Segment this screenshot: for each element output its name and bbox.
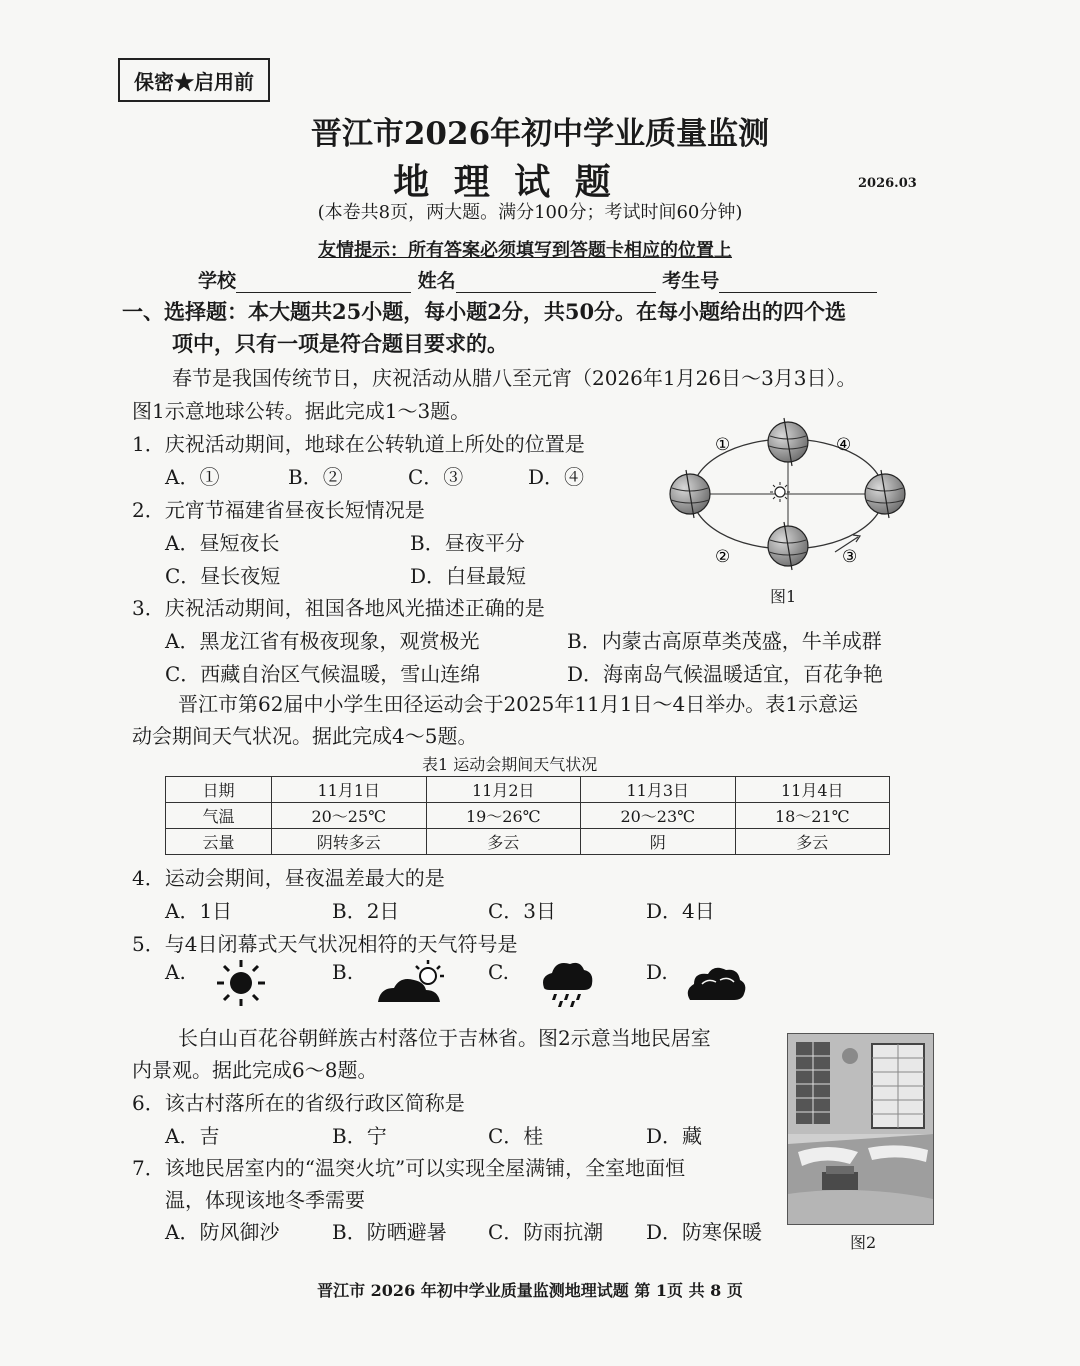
position-3-label: ③ (842, 547, 858, 567)
table-cell: 多云 (735, 829, 890, 855)
school-blank (236, 272, 411, 293)
figure2-room-photo (787, 1033, 934, 1225)
student-id-label: 考生号 (662, 270, 720, 292)
q3-option-d: D．海南岛气候温暖适宜，百花争艳 (567, 662, 884, 686)
name-blank (456, 272, 656, 293)
table-cell: 日期 (166, 777, 272, 803)
earth-bottom-icon (768, 522, 808, 570)
table-cell: 11月2日 (426, 777, 581, 803)
q2-option-a: A．昼短夜长 (165, 531, 280, 555)
position-2-label: ② (715, 547, 731, 567)
earth-left-icon (670, 470, 710, 518)
table-cell: 阴 (581, 829, 736, 855)
student-fields (198, 266, 877, 293)
figure1-earth-revolution-diagram (660, 412, 920, 607)
passage1-line2: 图1示意地球公转。据此完成1～3题。 (132, 399, 471, 423)
table-cell: 11月1日 (272, 777, 427, 803)
q5-option-d: D. (646, 960, 668, 984)
earth-top-icon (768, 418, 808, 466)
q7-option-d: D．防寒保暖 (646, 1220, 763, 1244)
q4-stem: 4．运动会期间，昼夜温差最大的是 (132, 866, 445, 890)
sun-icon (770, 482, 790, 502)
q1-option-a: A．① (165, 465, 220, 489)
q3-option-a: A．黑龙江省有极夜现象，观赏极光 (165, 629, 480, 653)
table-row (166, 829, 890, 855)
figure2-caption: 图2 (850, 1233, 877, 1252)
q4-option-d: D．4日 (646, 899, 715, 923)
q7-stem-line1: 7．该地民居室内的“温突火坑”可以实现全屋满铺，全室地面恒 (132, 1156, 686, 1180)
q7-option-c: C．防雨抗潮 (488, 1220, 604, 1244)
q4-option-b: B．2日 (332, 899, 400, 923)
table1-caption: 表1 运动会期间天气状况 (422, 755, 598, 774)
q3-option-c: C．西藏自治区气候温暖，雪山连绵 (165, 662, 481, 686)
q1-option-c: C．③ (408, 465, 464, 489)
table-row (166, 777, 890, 803)
sunny-icon (212, 958, 270, 1008)
q6-option-b: B．宁 (332, 1124, 387, 1148)
section-heading-line1: 一、选择题：本大题共25小题，每小题2分，共50分。在每小题给出的四个选 (122, 299, 847, 324)
exam-date: 2026.03 (858, 176, 917, 191)
table-cell: 18～21℃ (735, 803, 890, 829)
q3-option-b: B．内蒙古高原草类茂盛，牛羊成群 (567, 629, 882, 653)
q6-stem: 6．该古村落所在的省级行政区简称是 (132, 1091, 465, 1115)
exam-info: (本卷共8页，两大题。满分100分；考试时间60分钟) (317, 202, 743, 223)
q2-option-b: B．昼夜平分 (410, 531, 525, 555)
q4-option-a: A．1日 (165, 899, 233, 923)
exam-subtitle: 地 理 试 题 (393, 161, 617, 203)
table-cell: 多云 (426, 829, 581, 855)
student-id-blank (719, 272, 877, 293)
table-cell: 阴转多云 (272, 829, 427, 855)
name-label: 姓名 (417, 270, 456, 292)
q6-option-a: A．吉 (165, 1124, 220, 1148)
table-cell: 20～23℃ (581, 803, 736, 829)
partly-cloudy-icon (374, 958, 450, 1006)
passage2-line2: 动会期间天气状况。据此完成4～5题。 (132, 724, 478, 748)
q3-stem: 3．庆祝活动期间，祖国各地风光描述正确的是 (132, 596, 545, 620)
page-footer: 晋江市 2026 年初中学业质量监测地理试题 第 1页 共 8 页 (317, 1281, 743, 1300)
table-cell: 云量 (166, 829, 272, 855)
confidential-stamp: 保密★启用前 (118, 58, 270, 102)
table-cell: 11月3日 (581, 777, 736, 803)
table-cell: 19～26℃ (426, 803, 581, 829)
q2-option-d: D．白昼最短 (410, 564, 527, 588)
position-4-label: ④ (836, 435, 852, 455)
passage2-line1: 晋江市第62届中小学生田径运动会于2025年11月1日～4日举办。表1示意运 (178, 692, 858, 716)
passage1-line1: 春节是我国传统节日，庆祝活动从腊八至元宵（2026年1月26日～3月3日）。 (172, 366, 857, 390)
passage3-line1: 长白山百花谷朝鲜族古村落位于吉林省。图2示意当地民居室 (178, 1026, 711, 1050)
position-1-label: ① (715, 435, 731, 455)
q7-stem-line2: 温，体现该地冬季需要 (165, 1188, 365, 1212)
q7-option-a: A．防风御沙 (165, 1220, 280, 1244)
q6-option-d: D．藏 (646, 1124, 703, 1148)
q2-option-c: C．昼长夜短 (165, 564, 281, 588)
q5-option-c: C. (488, 960, 509, 984)
cloudy-icon (684, 962, 748, 1004)
q2-stem: 2．元宵节福建省昼夜长短情况是 (132, 498, 425, 522)
table-cell: 气温 (166, 803, 272, 829)
q5-option-a: A. (165, 960, 186, 984)
table-cell: 20～25℃ (272, 803, 427, 829)
q1-option-b: B．② (288, 465, 343, 489)
q5-option-b: B. (332, 960, 354, 984)
school-label: 学校 (198, 270, 237, 292)
q4-option-c: C．3日 (488, 899, 557, 923)
q1-stem: 1．庆祝活动期间，地球在公转轨道上所处的位置是 (132, 432, 585, 456)
table-cell: 11月4日 (735, 777, 890, 803)
q6-option-c: C．桂 (488, 1124, 544, 1148)
rain-icon (538, 958, 596, 1008)
exam-title: 晋江市2026年初中学业质量监测 (310, 116, 770, 152)
table-row (166, 803, 890, 829)
weather-table (165, 776, 890, 855)
q1-option-d: D．④ (528, 465, 585, 489)
q5-stem: 5．与4日闭幕式天气状况相符的天气符号是 (132, 932, 518, 956)
passage3-line2: 内景观。据此完成6～8题。 (132, 1058, 378, 1082)
section-heading-line2: 项中，只有一项是符合题目要求的。 (172, 331, 508, 356)
earth-right-icon (865, 470, 905, 518)
q7-option-b: B．防晒避暑 (332, 1220, 447, 1244)
friendly-tip: 友情提示：所有答案必须填写到答题卡相应的位置上 (318, 240, 732, 261)
figure1-caption: 图1 (770, 587, 797, 606)
